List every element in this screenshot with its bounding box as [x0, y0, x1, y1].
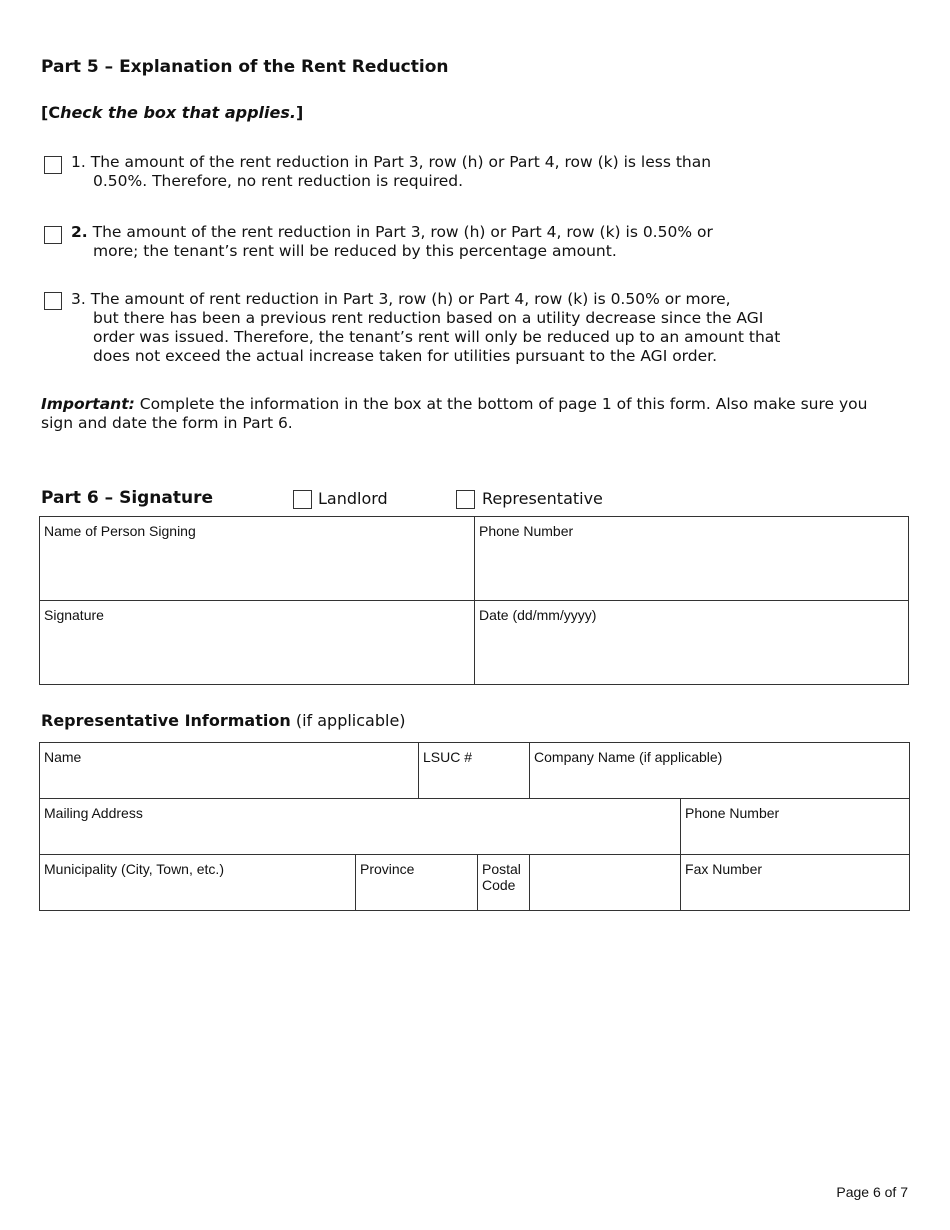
option-1-line-2: 0.50%. Therefore, no rent reduction is required. [93, 172, 464, 190]
rep-info-title [41, 711, 406, 730]
municipality-label: Municipality (City, Town, etc.) [44, 861, 224, 877]
instruction-italic: heck the box that applies. [60, 103, 296, 122]
important-note [41, 395, 901, 433]
rep-phone-field[interactable] [681, 799, 910, 855]
landlord-checkbox[interactable] [293, 490, 312, 509]
rep-info-title-bold: Representative Information [41, 711, 291, 730]
option-1-text [71, 153, 711, 191]
option-1-number: 1. [71, 153, 86, 171]
province-label: Province [360, 861, 415, 877]
phone-label: Phone Number [479, 523, 574, 539]
option-1-checkbox[interactable] [44, 156, 62, 174]
representative-label: Representative [482, 489, 603, 508]
postal-code-extension[interactable] [530, 855, 681, 911]
lsuc-field[interactable] [419, 743, 530, 799]
option-3-text [71, 290, 780, 366]
date-label: Date (dd/mm/yyyy) [479, 607, 597, 623]
instruction-open: [C [41, 103, 61, 122]
option-3-number: 3. [71, 290, 86, 308]
important-label: Important: [41, 395, 135, 413]
option-2-line-1: The amount of the rent reduction in Part 3, row (h) or Part 4, row (k) is 0.50% or [92, 223, 713, 241]
fax-label: Fax Number [685, 861, 763, 877]
instruction-close: ] [295, 103, 304, 122]
municipality-field[interactable] [40, 855, 356, 911]
signature-table [39, 516, 909, 685]
rep-info-table [39, 742, 910, 911]
option-2-checkbox[interactable] [44, 226, 62, 244]
postal-code-label: Postal Code [482, 861, 521, 893]
postal-code-field[interactable] [478, 855, 529, 910]
mailing-address-label: Mailing Address [44, 805, 143, 821]
part5-instruction [41, 103, 303, 122]
option-3-line-3: order was issued. Therefore, the tenant’s rent will only be reduced up to an amount that [93, 328, 781, 346]
rep-phone-label: Phone Number [685, 805, 780, 821]
representative-checkbox[interactable] [456, 490, 475, 509]
lsuc-label: LSUC # [423, 749, 473, 765]
fax-field[interactable] [681, 855, 910, 911]
rep-name-label: Name [44, 749, 82, 765]
option-3-checkbox[interactable] [44, 292, 62, 310]
signature-label: Signature [44, 607, 104, 623]
name-of-person-field[interactable] [40, 517, 475, 601]
option-3-line-2: but there has been a previous rent reduction based on a utility decrease since the AGI [93, 309, 764, 327]
option-3-line-4: does not exceed the actual increase taken for utilities pursuant to the AGI order. [93, 347, 718, 365]
phone-field[interactable] [475, 517, 909, 601]
signature-field[interactable] [40, 601, 475, 685]
date-field[interactable] [475, 601, 909, 685]
option-1-line-1: The amount of the rent reduction in Part 3, row (h) or Part 4, row (k) is less than [90, 153, 712, 171]
option-2-text [71, 223, 713, 261]
option-2-number: 2. [71, 223, 88, 241]
option-3-line-1: The amount of rent reduction in Part 3, row (h) or Part 4, row (k) is 0.50% or more, [90, 290, 731, 308]
company-field[interactable] [530, 743, 910, 799]
part5-title: Part 5 – Explanation of the Rent Reduction [41, 57, 449, 77]
page-number: Page 6 of 7 [836, 1184, 908, 1200]
name-of-person-label: Name of Person Signing [44, 523, 196, 539]
rep-name-field[interactable] [40, 743, 419, 799]
rep-info-title-normal: (if applicable) [290, 711, 406, 730]
province-field[interactable] [356, 855, 530, 911]
important-text: Complete the information in the box at the bottom of page 1 of this form. Also make sure you sign and date the form in Part 6. [41, 395, 868, 432]
mailing-address-field[interactable] [40, 799, 681, 855]
option-2-line-2: more; the tenant’s rent will be reduced by this percentage amount. [93, 242, 617, 260]
part6-title: Part 6 – Signature [41, 488, 214, 508]
company-label: Company Name (if applicable) [534, 749, 723, 765]
landlord-label: Landlord [318, 489, 388, 508]
